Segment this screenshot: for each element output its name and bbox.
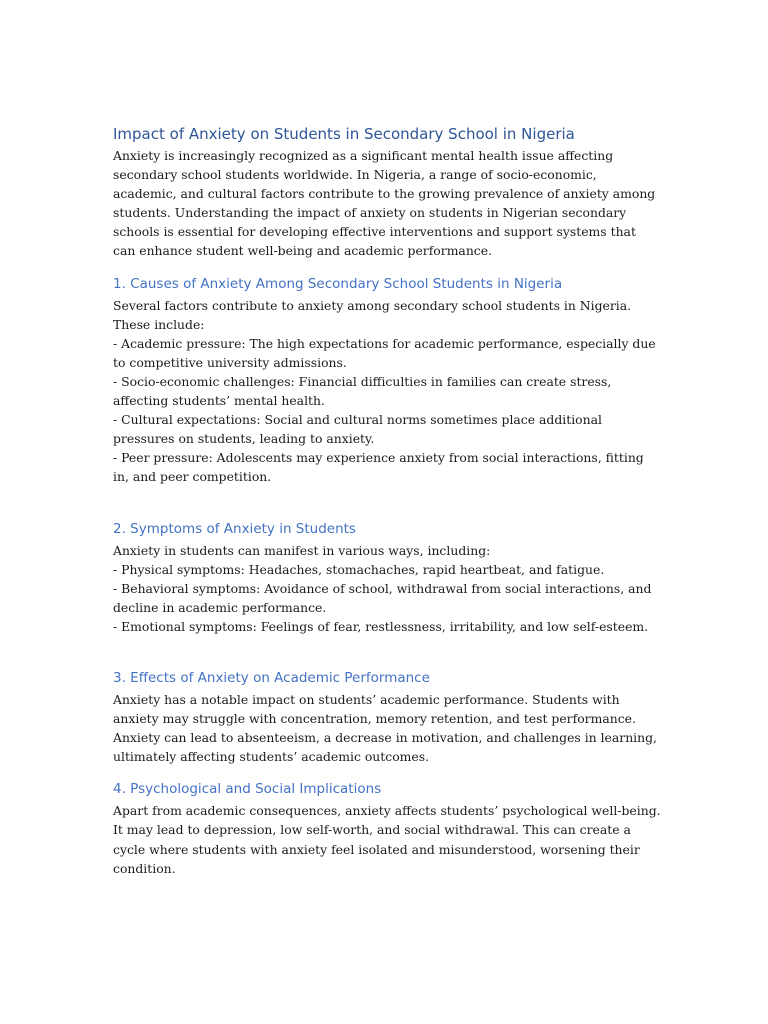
spacer	[113, 261, 661, 274]
section-lead: Several factors contribute to anxiety among secondary school students in Nigeria. These include:	[113, 297, 632, 332]
section-heading: 1. Causes of Anxiety Among Secondary School Students in Nigeria	[113, 275, 563, 292]
section-heading: 3. Effects of Anxiety on Academic Performance	[113, 669, 430, 686]
section-effects	[113, 668, 661, 766]
list-item: - Academic pressure: The high expectations for academic performance, especially due to competitive university admissions.	[113, 335, 656, 370]
spacer	[113, 766, 661, 779]
list-item: - Behavioral symptoms: Avoidance of school, withdrawal from social interactions, and decline in academic performance.	[113, 580, 652, 615]
section-causes	[113, 274, 661, 487]
document-title: Impact of Anxiety on Students in Secondary School in Nigeria	[113, 125, 575, 143]
section-implications	[113, 779, 661, 877]
intro-paragraph: Anxiety is increasingly recognized as a significant mental health issue affecting secondary school students worldwide. In Nigeria, a range of socio-economic, academic, and cultural factors contribute to the growing prevalence of anxiety among students. Understanding the impact of anxiety on students in Nigerian secondary schools is essential for developing effective interventions and support systems that can enhance student well-being and academic performance.	[113, 148, 656, 259]
list-item: - Cultural expectations: Social and cultural norms sometimes place additional pressures on students, leading to anxiety.	[113, 412, 602, 447]
section-heading: 4. Psychological and Social Implications	[113, 781, 382, 798]
list-item: - Socio-economic challenges: Financial difficulties in families can create stress, affecting students’ mental health.	[113, 373, 612, 409]
section-lead: Anxiety in students can manifest in various ways, including:	[113, 542, 491, 558]
document-page	[113, 124, 661, 878]
section-body: Apart from academic consequences, anxiety affects students’ psychological well-being. It may lead to depression, low self-worth, and social withdrawal. This can create a cycle where students with anxiety feel isolated and misunderstood, worsening their condition.	[113, 803, 661, 876]
spacer	[113, 487, 661, 519]
list-item: - Emotional symptoms: Feelings of fear, restlessness, irritability, and low self-esteem.	[113, 618, 649, 634]
list-item: - Peer pressure: Adolescents may experience anxiety from social interactions, fitting in, and peer competition.	[113, 450, 644, 485]
section-body: Anxiety has a notable impact on students’ academic performance. Students with anxiety may struggle with concentration, memory retention, and test performance. Anxiety can lead to absenteeism, a decrease in motivation, and challenges in learning, ultimately affecting students’ academic outcomes.	[113, 691, 657, 765]
section-symptoms	[113, 519, 661, 636]
section-heading: 2. Symptoms of Anxiety in Students	[113, 520, 356, 537]
spacer	[113, 636, 661, 668]
list-item: - Physical symptoms: Headaches, stomachaches, rapid heartbeat, and fatigue.	[113, 561, 605, 577]
